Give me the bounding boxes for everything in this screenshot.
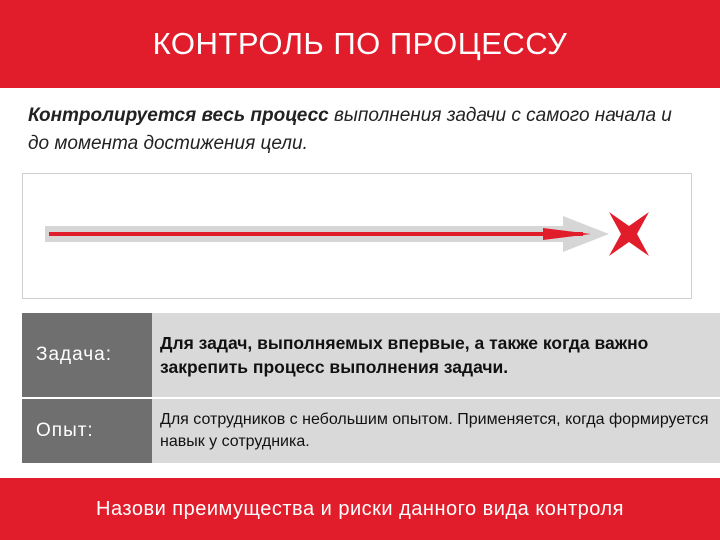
table-row-task [22, 313, 720, 397]
row-label-experience: Опыт: [22, 399, 152, 463]
red-x-target-icon [609, 212, 649, 256]
footer-question: Назови преимущества и риски данного вида контроля [96, 497, 624, 520]
process-arrow-graphic [23, 174, 691, 298]
intro-paragraph [28, 102, 698, 158]
process-diagram [22, 173, 692, 299]
intro-text: выполнения задачи с самого начала и до момента достижения цели. [28, 105, 672, 154]
row-text-task: Для задач, выполняемых впервые, а также когда важно закрепить процесс выполнения задачи. [152, 313, 720, 397]
intro-bold-text: Контролируется весь процесс [28, 105, 329, 126]
table-row-experience [22, 399, 720, 463]
slide-footer [0, 478, 720, 540]
slide-header [0, 0, 720, 88]
slide-title: КОНТРОЛЬ ПО ПРОЦЕССУ [152, 26, 568, 61]
row-label-task: Задача: [22, 313, 152, 397]
row-text-experience: Для сотрудников с небольшим опытом. Применяется, когда формируется навык у сотрудника. [152, 399, 720, 463]
